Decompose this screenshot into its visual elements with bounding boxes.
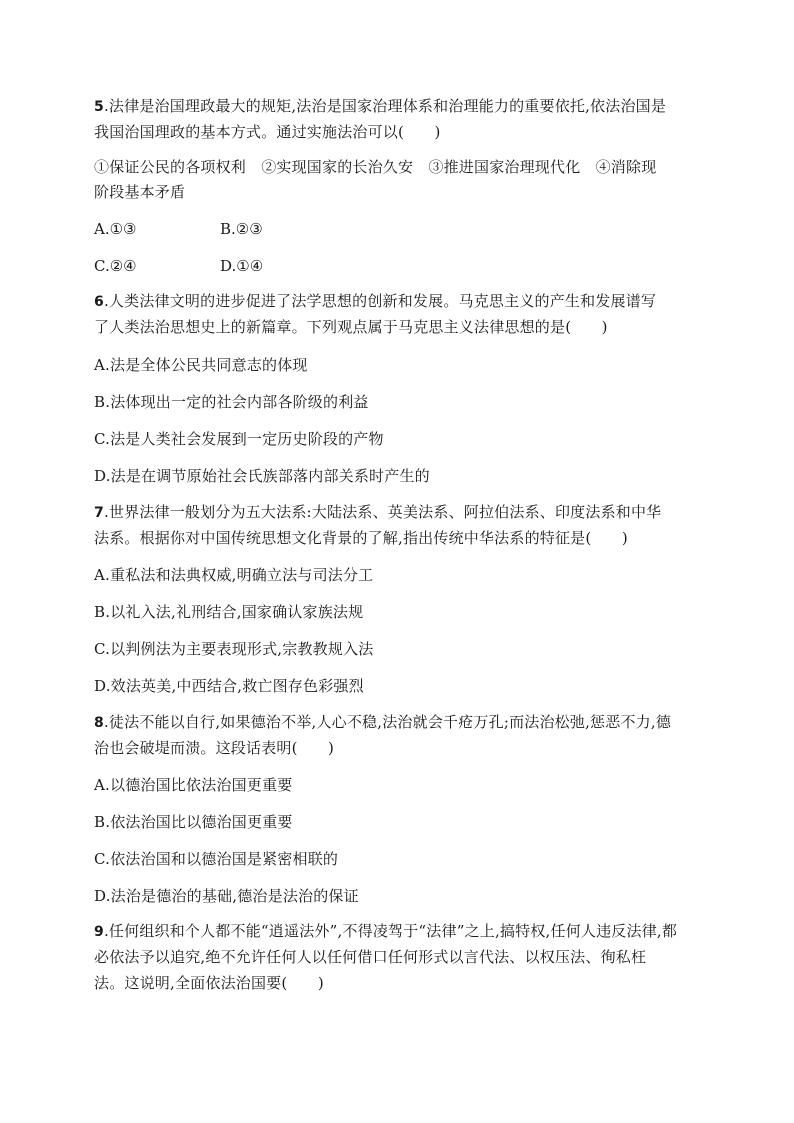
question-7-option-a[interactable]: A.重私法和法典权威,明确立法与司法分工: [94, 566, 374, 584]
question-8-option-c[interactable]: C.依法治国和以德治国是紧密相联的: [94, 850, 339, 868]
question-6-number: 6: [94, 294, 104, 310]
question-5-option-a[interactable]: A.①③: [94, 220, 137, 238]
question-7-stem-line-1: 7.世界法律一般划分为五大法系:大陆法系、英美法系、阿拉伯法系、印度法系和中华: [94, 503, 662, 521]
question-6-option-a[interactable]: A.法是全体公民共同意志的体现: [94, 356, 308, 374]
question-5-number: 5: [94, 99, 104, 115]
question-6-option-b[interactable]: B.法体现出一定的社会内部各阶级的利益: [94, 393, 369, 411]
question-8-stem-line-2: 治也会破堤而溃。这段话表明( ): [94, 739, 335, 757]
question-6-stem-line-1: 6.人类法律文明的进步促进了法学思想的创新和发展。马克思主义的产生和发展谱写: [94, 292, 657, 310]
question-9-stem-line-3: 法。这说明,全面依法治国要( ): [94, 974, 324, 992]
question-7-stem-line-2: 法系。根据你对中国传统思想文化背景的了解,指出传统中华法系的特征是( ): [94, 529, 628, 547]
question-5-statements-line-1: ①保证公民的各项权利 ②实现国家的长治久安 ③推进国家治理现代化 ④消除现: [94, 158, 657, 176]
question-8-option-d[interactable]: D.法治是德治的基础,德治是法治的保证: [94, 887, 359, 905]
question-7-option-d[interactable]: D.效法英美,中西结合,救亡图存色彩强烈: [94, 677, 364, 695]
question-6-option-d[interactable]: D.法是在调节原始社会氏族部落内部关系时产生的: [94, 467, 430, 485]
question-5-option-b[interactable]: B.②③: [220, 220, 263, 238]
question-6-stem-line-2: 了人类法治思想史上的新篇章。下列观点属于马克思主义法律思想的是( ): [94, 318, 608, 336]
question-9-stem-line-1: 9.任何组织和个人都不能“逍遥法外”,不得凌驾于“法律”之上,搞特权,任何人违反法律,都: [94, 922, 678, 940]
question-5-stem-line-1: 5.法律是治国理政最大的规矩,法治是国家治理体系和治理能力的重要依托,依法治国是: [94, 97, 667, 115]
question-8-stem-line-1: 8.徒法不能以自行,如果德治不举,人心不稳,法治就会千疮万孔;而法治松弛,惩恶不力,德: [94, 713, 672, 731]
question-6-option-c[interactable]: C.法是人类社会发展到一定历史阶段的产物: [94, 430, 384, 448]
question-8-number: 8: [94, 715, 104, 731]
question-9-number: 9: [94, 924, 104, 940]
question-7-option-b[interactable]: B.以礼入法,礼刑结合,国家确认家族法规: [94, 603, 364, 621]
question-5-statements-line-2: 阶段基本矛盾: [94, 183, 186, 201]
question-9-stem-line-2: 必依法予以追究,绝不允许任何人以任何借口任何形式以言代法、以权压法、徇私枉: [94, 948, 647, 966]
question-5-option-d[interactable]: D.①④: [220, 257, 264, 275]
question-7-number: 7: [94, 505, 104, 521]
question-5-options-row-2: [94, 255, 263, 277]
question-5-option-c[interactable]: C.②④: [94, 257, 137, 275]
question-8-option-a[interactable]: A.以德治国比依法治国更重要: [94, 776, 293, 794]
question-5-options-row-1: [94, 218, 263, 240]
question-7-option-c[interactable]: C.以判例法为主要表现形式,宗教教规入法: [94, 640, 374, 658]
question-5-stem-line-2: 我国治国理政的基本方式。通过实施法治可以( ): [94, 123, 441, 141]
question-8-option-b[interactable]: B.依法治国比以德治国更重要: [94, 813, 293, 831]
